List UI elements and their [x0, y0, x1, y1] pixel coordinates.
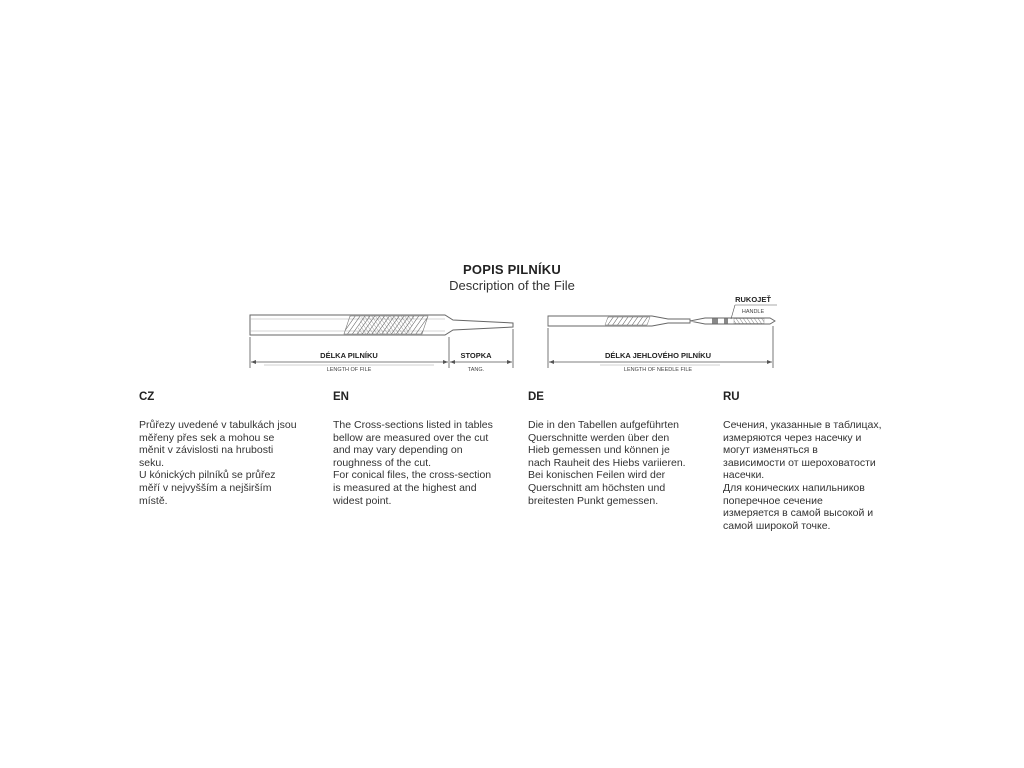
column-de-heading: DE	[528, 391, 544, 403]
file-length-label: DÉLKA PILNÍKU	[320, 351, 378, 360]
column-en-text: The Cross-sections listed in tables bellow are measured over the cut and may vary depending on roughness of the cut. For conical files, the cross-section is measured at the highest and widest point.	[333, 419, 493, 507]
handle-label: RUKOJEŤ	[735, 295, 771, 304]
column-ru-text: Сечения, указанные в таблицах, измеряются через насечку и могут изменяться в зависимости от шероховатости насечки. Для конических напильников поперечное сечение измеряется в самой высокой и самой широкой точке.	[723, 419, 882, 532]
column-de	[528, 391, 706, 507]
column-ru-heading: RU	[723, 391, 740, 403]
needle-file-length-label: DÉLKA JEHLOVÉHO PILNÍKU	[605, 351, 711, 360]
page-subtitle: Description of the File	[449, 278, 575, 293]
needle-file-drawing	[548, 316, 775, 326]
column-ru	[723, 391, 901, 532]
column-en	[333, 391, 511, 507]
file-length-sublabel: LENGTH OF FILE	[326, 367, 372, 373]
handle-sublabel: HANDLE	[741, 309, 765, 315]
column-cz-text: Průřezy uvedené v tabulkách jsou měřeny přes sek a mohou se měnit v závislosti na hrubosti seku. U kónických pilníků se průřez měří v nejvyšším a nejširším místě.	[139, 419, 297, 507]
flat-file-drawing	[250, 315, 513, 335]
tang-label: STOPKA	[460, 351, 492, 360]
needle-file-length-sublabel: LENGTH OF NEEDLE FILE	[623, 367, 693, 373]
column-cz-heading: CZ	[139, 391, 155, 403]
page-title: POPIS PILNÍKU	[463, 262, 561, 277]
column-cz	[139, 391, 317, 507]
column-en-heading: EN	[333, 391, 349, 403]
column-de-text: Die in den Tabellen aufgeführten Querschnitte werden über den Hieb gemessen und können je nach Rauheit des Hiebs variieren. Bei konischen Feilen wird der Querschnitt am höchsten und breitesten Punkt gemessen.	[528, 419, 686, 507]
needle-file-dimensions	[548, 326, 773, 368]
tang-sublabel: TANG.	[467, 367, 485, 373]
